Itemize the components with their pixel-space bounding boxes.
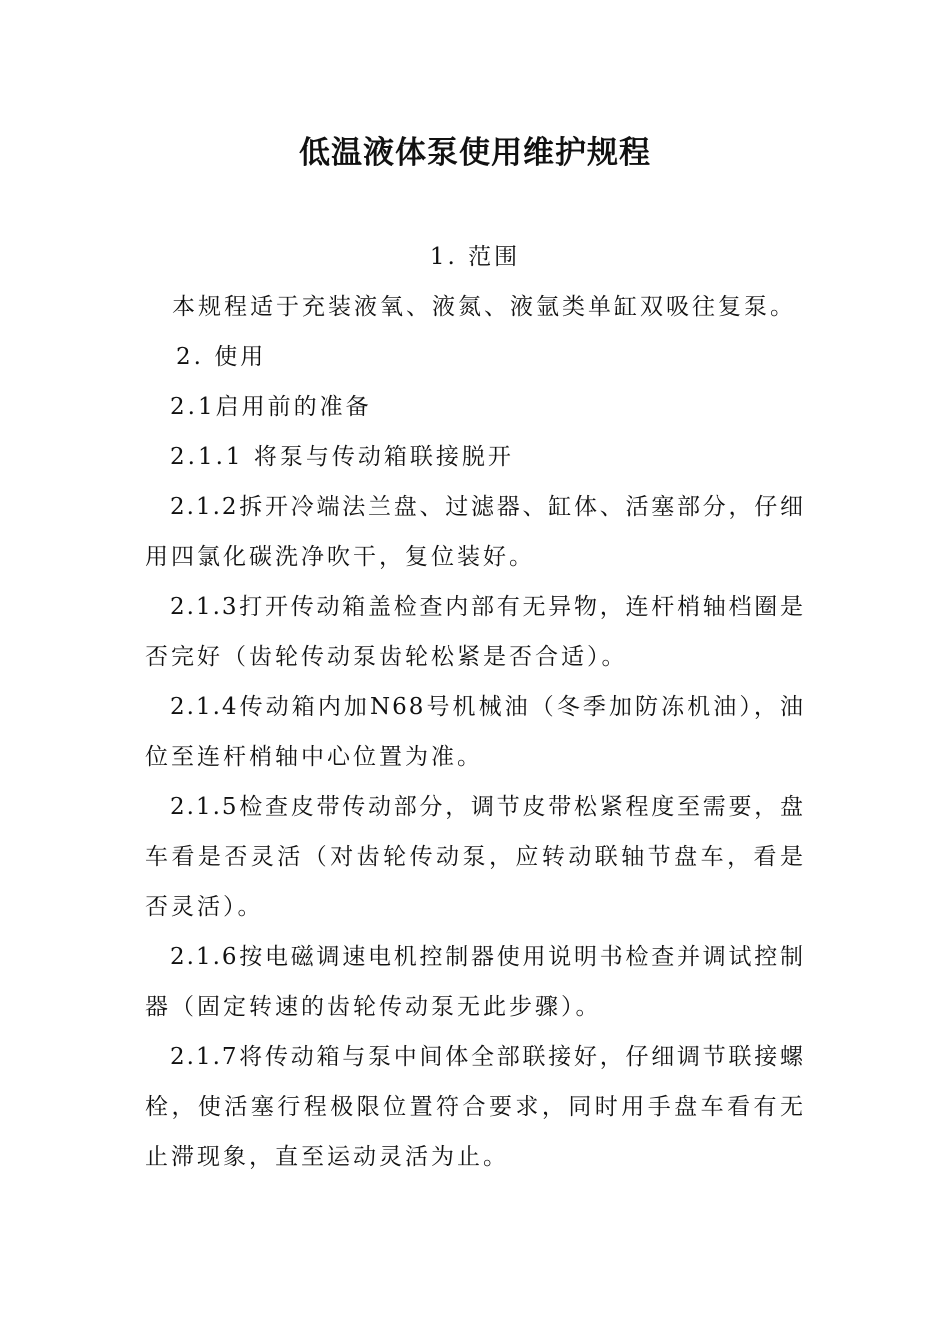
item-2-1-4-line1: 2.1.4传动箱内加N68号机械油（冬季加防冻机油），油	[170, 694, 805, 720]
item-2-1-5-line2: 车看是否灵活（对齿轮传动泵，应转动联轴节盘车，看是	[145, 844, 805, 870]
item-2-1-3-line2: 否完好（齿轮传动泵齿轮松紧是否合适）。	[145, 644, 628, 670]
item-2-1-4-line2: 位至连杆梢轴中心位置为准。	[145, 744, 483, 770]
item-2-1-6-line2: 器（固定转速的齿轮传动泵无此步骤）。	[145, 994, 602, 1020]
subsection-2-1-heading: 2.1启用前的准备	[170, 394, 372, 420]
item-2-1-1: 2.1.1 将泵与传动箱联接脱开	[170, 444, 514, 470]
item-2-1-7-line3: 止滞现象，直至运动灵活为止。	[145, 1144, 509, 1170]
section-2-heading: 2. 使用	[176, 344, 267, 370]
item-2-1-5-line3: 否灵活）。	[145, 894, 264, 920]
item-2-1-2-line1: 2.1.2拆开冷端法兰盘、过滤器、缸体、活塞部分，仔细	[170, 494, 805, 520]
item-2-1-7-line1: 2.1.7将传动箱与泵中间体全部联接好，仔细调节联接螺	[170, 1044, 805, 1070]
item-2-1-6-line1: 2.1.6按电磁调速电机控制器使用说明书检查并调试控制	[170, 944, 805, 970]
item-2-1-3-line1: 2.1.3打开传动箱盖检查内部有无异物，连杆梢轴档圈是	[170, 594, 805, 620]
section-1-heading: 1. 范围	[429, 244, 521, 270]
item-2-1-7-line2: 栓，使活塞行程极限位置符合要求，同时用手盘车看有无	[145, 1094, 805, 1120]
item-2-1-2-line2: 用四氯化碳洗净吹干，复位装好。	[145, 544, 535, 570]
scope-paragraph: 本规程适于充装液氧、液氮、液氩类单缸双吸往复泵。	[172, 294, 796, 320]
item-2-1-5-line1: 2.1.5检查皮带传动部分，调节皮带松紧程度至需要，盘	[170, 794, 805, 820]
document-title: 低温液体泵使用维护规程	[299, 135, 651, 171]
